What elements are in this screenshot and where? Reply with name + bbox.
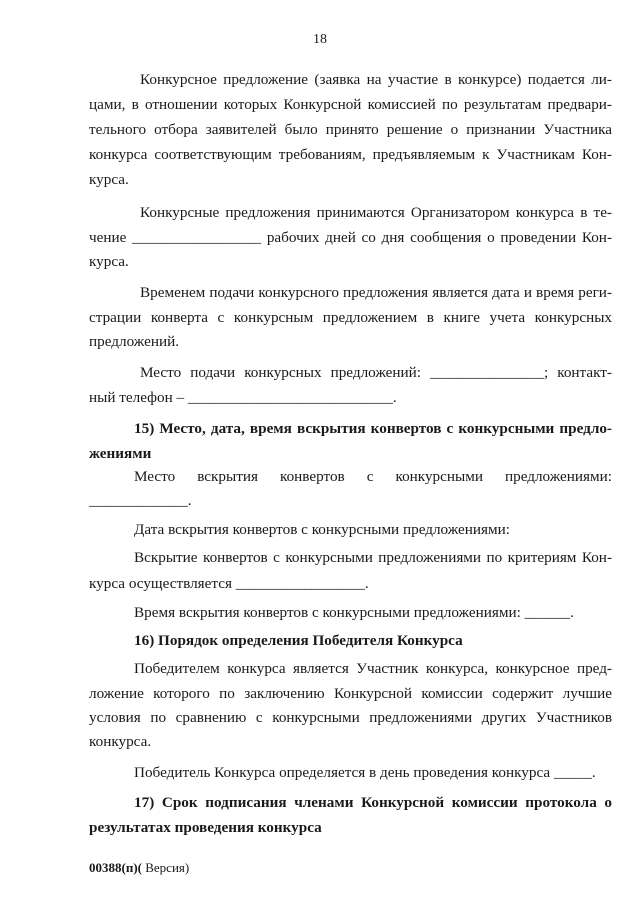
paragraph-line: предложений. xyxy=(89,333,179,350)
paragraph-line: _____________. xyxy=(89,492,192,509)
paragraph-line: конкурса соответствующим требованиям, предъявляемым к Участникам Кон- xyxy=(89,146,612,163)
paragraph-line: курса. xyxy=(89,253,129,270)
footer-code: 00388(п)( xyxy=(89,860,142,875)
paragraph-line: конкурса. xyxy=(89,733,152,750)
paragraph-line: Время вскрытия конвертов с конкурсными предложениями: ______. xyxy=(134,604,574,621)
paragraph-line: курса осуществляется _________________. xyxy=(89,575,369,592)
document-code-footer xyxy=(89,860,189,876)
section-heading-line: 16) Порядок определения Победителя Конкурса xyxy=(134,632,463,649)
footer-version: Версия) xyxy=(141,860,190,875)
paragraph-line: цами, в отношении которых Конкурсной комиссией по результатам предвари- xyxy=(89,96,612,113)
page-number: 18 xyxy=(313,32,327,47)
paragraph-line: Победитель Конкурса определяется в день проведения конкурса _____. xyxy=(134,764,596,781)
paragraph-line: ложение которого по заключению Конкурсной комиссии содержит лучшие xyxy=(89,685,612,702)
paragraph-line: тельного отбора заявителей было принято решение о признании Участника xyxy=(89,121,612,138)
paragraph-line: Место подачи конкурсных предложений: _______________; контакт- xyxy=(140,364,612,381)
section-heading-line: 15) Место, дата, время вскрытия конвертов с конкурсными предло- xyxy=(134,420,612,437)
paragraph-line: курса. xyxy=(89,171,129,188)
paragraph-line: Конкурсное предложение (заявка на участие в конкурсе) подается ли- xyxy=(140,71,612,88)
paragraph-line: Победителем конкурса является Участник конкурса, конкурсное пред- xyxy=(134,660,612,677)
paragraph-line: Конкурсные предложения принимаются Организатором конкурса в те- xyxy=(140,204,612,221)
paragraph-line: Вскрытие конвертов с конкурсными предложениями по критериям Кон- xyxy=(134,549,612,566)
paragraph-line: Дата вскрытия конвертов с конкурсными предложениями: xyxy=(134,521,510,538)
section-heading-line: 17) Срок подписания членами Конкурсной комиссии протокола о xyxy=(134,794,612,811)
paragraph-line: условия по сравнению с конкурсными предложениями других Участников xyxy=(89,709,612,726)
paragraph-line: ный телефон – ___________________________. xyxy=(89,389,397,406)
section-heading-line: результатах проведения конкурса xyxy=(89,819,322,836)
paragraph-line: Место вскрытия конвертов с конкурсными предложениями: xyxy=(134,468,612,485)
section-heading-line: жениями xyxy=(89,445,152,462)
paragraph-line: Временем подачи конкурсного предложения является дата и время реги- xyxy=(140,284,612,301)
paragraph-line: страции конверта с конкурсным предложением в книге учета конкурсных xyxy=(89,309,612,326)
paragraph-line: чение _________________ рабочих дней со дня сообщения о проведении Кон- xyxy=(89,229,612,246)
